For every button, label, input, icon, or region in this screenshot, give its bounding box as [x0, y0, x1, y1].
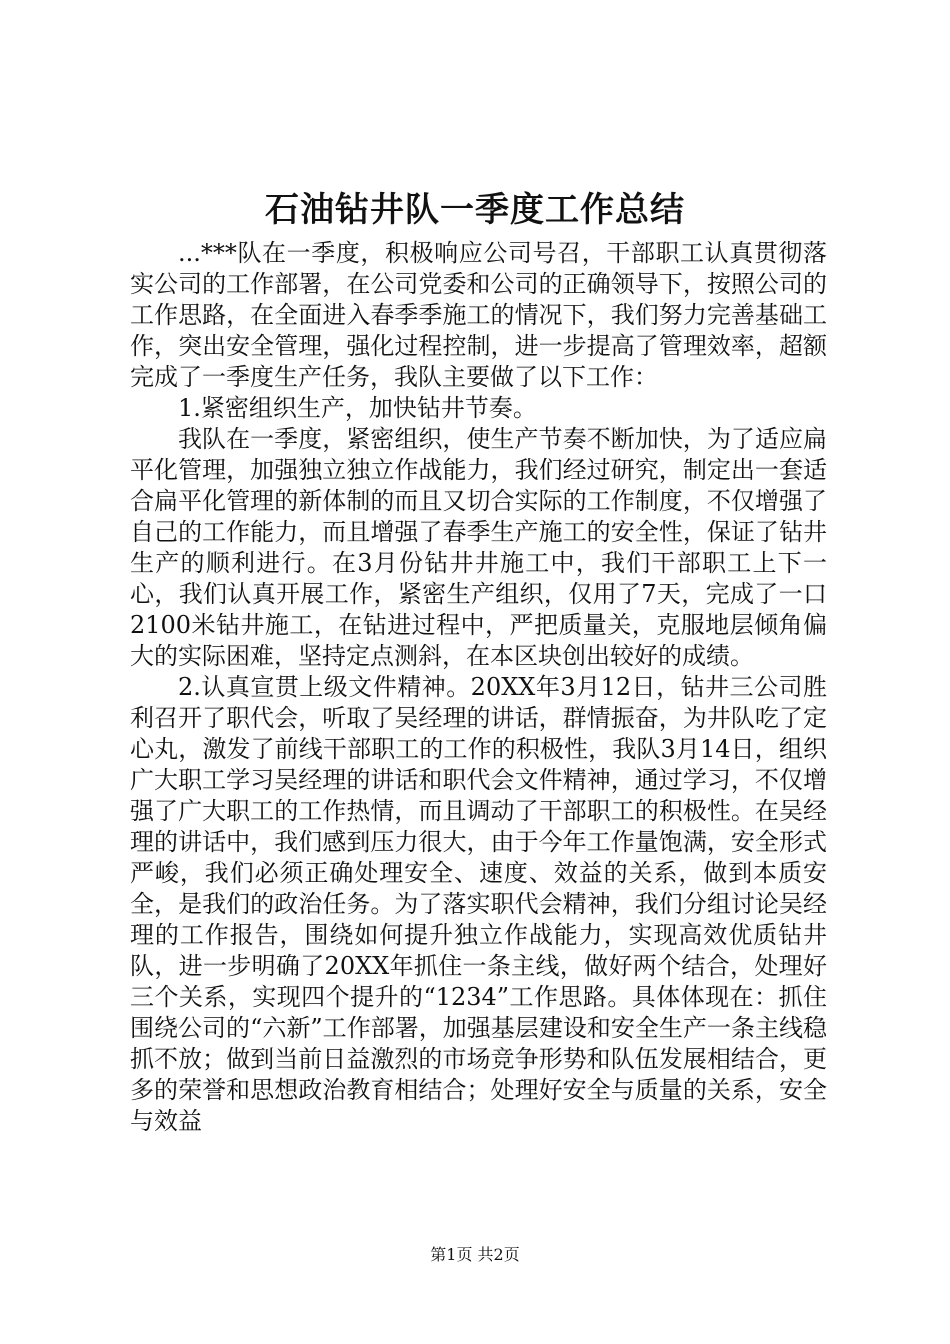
paragraph-intro: ...***队在一季度，积极响应公司号召，干部职工认真贯彻落实公司的工作部署，在公司党委和公司的正确领导下，按照公司的工作思路，在全面进入春季季施工的情况下，我们努力完善基础工作，突出安全管理，强化过程控制，进一步提高了管理效率，超额完成了一季度生产任务，我队主要做了以下工作： — [130, 239, 827, 391]
paragraph-section-1: 我队在一季度，紧密组织，使生产节奏不断加快，为了适应扁平化管理，加强独立独立作战能力，我们经过研究，制定出一套适合扁平化管理的新体制的而且又切合实际的工作制度，不仅增强了自己的工作能力，而且增强了春季生产施工的安全性，保证了钻井生产的顺利进行。在3月份钻井井施工中，我们干部职工上下一心，我们认真开展工作，紧密生产组织，仅用了7天，完成了一口2100米钻井施工，在钻进过程中，严把质量关，克服地层倾角偏大的实际困难，坚持定点测斜，在本区块创出较好的成绩。 — [130, 425, 827, 670]
page-number: 第1页 共2页 — [430, 1245, 520, 1264]
document-body — [130, 238, 827, 1137]
document-title: 石油钻井队一季度工作总结 — [265, 190, 685, 230]
paragraph-section-2: 2.认真宣贯上级文件精神。20XX年3月12日，钻井三公司胜利召开了职代会，听取了吴经理的讲话，群情振奋，为井队吃了定心丸，激发了前线干部职工的工作的积极性，我队3月14日，组织广大职工学习吴经理的讲话和职代会文件精神，通过学习，不仅增强了广大职工的工作热情，而且调动了干部职工的积极性。在吴经理的讲话中，我们感到压力很大，由于今年工作量饱满，安全形式严峻，我们必须正确处理安全、速度、效益的关系，做到本质安全，是我们的政治任务。为了落实职代会精神，我们分组讨论吴经理的工作报告，围绕如何提升独立作战能力，实现高效优质钻井队，进一步明确了20XX年抓住一条主线，做好两个结合，处理好三个关系，实现四个提升的“1234”工作思路。具体体现在：抓住围绕公司的“六新”工作部署，加强基层建设和安全生产一条主线稳抓不放；做到当前日益激烈的市场竞争形势和队伍发展相结合，更多的荣誉和思想政治教育相结合；处理好安全与质量的关系，安全与效益 — [130, 673, 827, 1135]
paragraph-heading-1: 1.紧密组织生产，加快钻井节奏。 — [178, 394, 537, 422]
